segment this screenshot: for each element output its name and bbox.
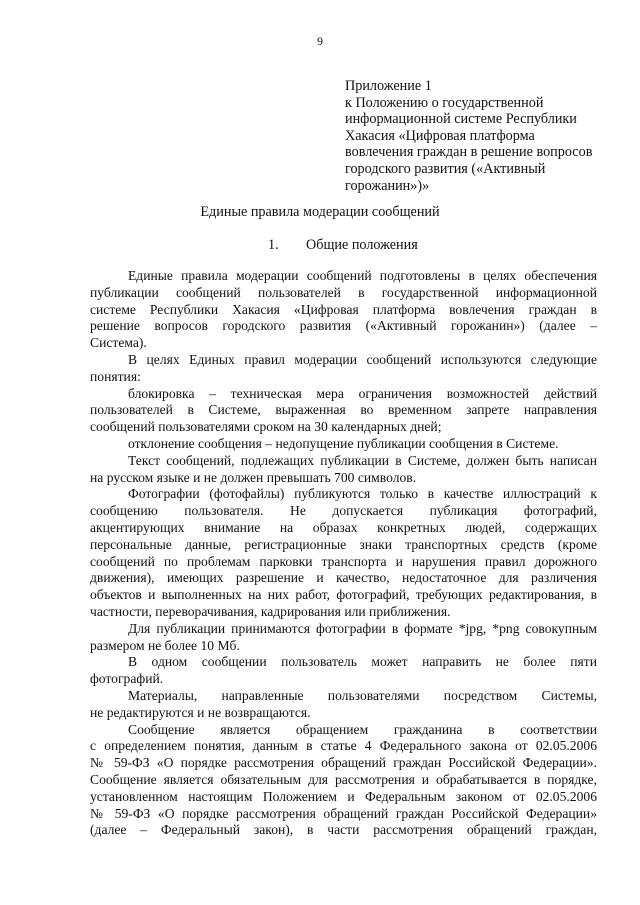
body-line: Фотографии (фотофайлы) публикуются только в качестве иллюстраций к — [128, 486, 597, 502]
body-line: Текст сообщений, подлежащих публикации в Системе, должен быть написан — [128, 452, 597, 468]
body-line: Сообщение является обязательным для рассмотрения и обрабатывается в порядке, — [90, 771, 597, 787]
body-line: системе Республики Хакасия «Цифровая платформа вовлечения граждан в — [90, 301, 597, 317]
body-line: фотографий. — [90, 671, 164, 687]
appendix-line: городского развития («Активный — [345, 160, 546, 177]
body-line: размером не более 10 Мб. — [90, 637, 240, 653]
body-line: блокировка – техническая мера ограничения возможностей действий — [128, 385, 597, 401]
body-line: отклонение сообщения – недопущение публикации сообщения в Системе. — [128, 435, 559, 451]
page-number: 9 — [317, 34, 323, 48]
body-line: понятия: — [90, 368, 141, 384]
appendix-line: информационной системе Республики — [345, 111, 577, 128]
appendix-line: вовлечения граждан в решение вопросов — [345, 144, 593, 161]
body-line: установленном настоящим Положением и Федеральным законом от 02.05.2006 — [90, 788, 597, 804]
body-line: с определением понятия, данным в статье 4 Федерального закона от 02.05.2006 — [90, 738, 597, 754]
section-title: Общие положения — [306, 237, 418, 253]
body-line: сообщений пользователями сроком на 30 календарных дней; — [90, 419, 442, 435]
body-line: Для публикации принимаются фотографии в формате *jpg, *png совокупным — [128, 620, 597, 636]
appendix-header — [345, 78, 615, 194]
body-line: частности, переворачивания, кадрирования или приближения. — [90, 603, 451, 619]
appendix-line: горожанин»)» — [345, 177, 430, 194]
document-title: Единые правила модерации сообщений — [200, 204, 440, 220]
body-line: персональные данные, регистрационные знаки транспортных средств (кроме — [90, 536, 597, 552]
body-text — [90, 268, 597, 839]
body-line: Материалы, направленные пользователями посредством Системы, — [128, 687, 597, 703]
body-line: не редактируются и не возвращаются. — [90, 704, 311, 720]
body-line: Сообщение является обращением гражданина в соответствии — [128, 721, 597, 737]
section-number: 1. — [268, 237, 279, 253]
body-line: акцентирующих внимание на образах конкретных людей, содержащих — [90, 519, 597, 535]
body-line: Единые правила модерации сообщений подготовлены в целях обеспечения — [128, 268, 597, 283]
body-line: на русском языке и не должен превышать 700 символов. — [90, 469, 417, 485]
body-line: сообщений по проблемам парковки транспорта и нарушения правил дорожного — [90, 553, 597, 569]
appendix-line: Приложение 1 — [345, 78, 432, 94]
section-heading — [268, 237, 418, 254]
body-line: объектов и выполненных на них работ, фотографий, требующих редактирования, в — [90, 587, 597, 603]
body-line: сообщению пользователя. Не допускается публикация фотографий, — [90, 503, 597, 519]
appendix-line: Хакасия «Цифровая платформа — [345, 127, 535, 144]
body-line: движения), имеющих разрешение и качество, недостаточное для различения — [90, 570, 597, 586]
body-line: № 59-ФЗ «О порядке рассмотрения обращений граждан Российской Федерации» — [90, 805, 597, 821]
body-line: Система). — [90, 335, 147, 351]
body-line: публикации сообщений пользователей в государственной информационной — [90, 284, 597, 300]
body-line: пользователей в Системе, выраженная во временном запрете направления — [90, 402, 597, 418]
body-line: решение вопросов городского развития («Активный горожанин») (далее – — [90, 318, 597, 334]
appendix-line: к Положению о государственной — [345, 94, 544, 111]
body-line: В одном сообщении пользователь может направить не более пяти — [128, 654, 597, 670]
body-line: № 59-ФЗ «О порядке рассмотрения обращений граждан Российской Федерации». — [90, 755, 597, 771]
body-line: (далее – Федеральный закон), в части рассмотрения обращений граждан, — [90, 822, 597, 838]
body-line: В целях Единых правил модерации сообщений используются следующие — [128, 351, 597, 367]
